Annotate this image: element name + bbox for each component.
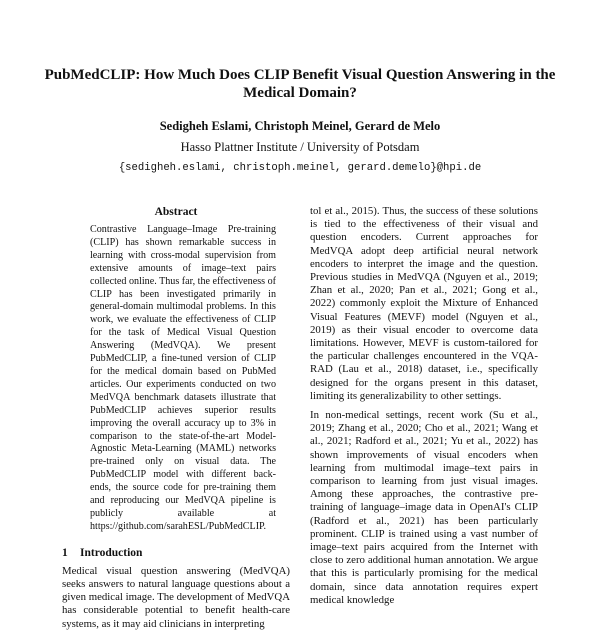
abstract-heading: Abstract <box>154 206 198 218</box>
affiliation: Hasso Plattner Institute / University of Potsdam <box>180 140 420 154</box>
right-column <box>310 205 538 607</box>
body-paragraph-1: tol et al., 2015). Thus, the success of these solutions is tied to the effectiveness of their visual and question encoders. Current approaches for MedVQA adopt deep artificial neural network encoders to interpret the image and the question. Previous studies in MedVQA (Nguyen et al., 2019; Zhan et al., 2020; Pan et al., 2021; Gong et al., 2022) commonly exploit the Mixture of Enhanced Visual Features (MEVF) model (Nguyen et al., 2019) as their visual encoder to overcome data limitations. However, MEVF is custom-tailored for the particular challenges encountered in the VQA-RAD (Lau et al., 2018) dataset, i.e., specifically designed for the organs present in this dataset, limiting its generalizability to other settings. <box>310 205 538 402</box>
section-number: 1 <box>62 546 68 559</box>
abstract-text: Contrastive Language–Image Pre-training (CLIP) has shown remarkable success in learning with cross-modal supervision from extensive amounts of image–text pairs collected online. Thus far, the effectiveness of CLIP has been investigated primarily in general-domain multimodal problems. In this work, we evaluate the effectiveness of CLIP for the task of Medical Visual Question Answering (MedVQA). We present PubMedCLIP, a fine-tuned version of CLIP for the medical domain based on PubMed articles. Our experiments conducted on two MedVQA benchmark datasets illustrate that PubMedCLIP achieves superior results improving the overall accuracy up to 3% in comparison to the state-of-the-art Model-Agnostic Meta-Learning (MAML) networks pre-trained only on visual data. The PubMedCLIP model with different back-ends, the source code for pre-training them and reproducing our MedVQA pipeline is publicly available at https://github.com/sarahESL/PubMedCLIP. <box>90 224 276 532</box>
author-list: Sedigheh Eslami, Christoph Meinel, Gerard de Melo <box>159 119 441 133</box>
intro-paragraph: Medical visual question answering (MedVQA) seeks answers to natural language questions about a given medical image. The development of MedVQA has considerable potential to benefit health-care systems, as it may aid clinicians in interpreting <box>62 564 290 630</box>
section-heading-introduction <box>62 546 290 560</box>
section-title: Introduction <box>80 546 143 559</box>
left-column <box>62 205 290 631</box>
paper-title: PubMedCLIP: How Much Does CLIP Benefit Visual Question Answering in the Medical Domain? <box>44 67 556 101</box>
author-emails: {sedigheh.eslami, christoph.meinel, gerard.demelo}@hpi.de <box>118 162 482 174</box>
body-paragraph-2: In non-medical settings, recent work (Su et al., 2019; Zhang et al., 2020; Cho et al., 2021; Wang et al., 2021; Radford et al., 2021; Yu et al., 2022) has shown improvements of visual encoders when learning from multimodal image–text pairs in comparison to learning from just visual images. Among these approaches, the contrastive pre-training of language–image data in OpenAI's CLIP (Radford et al., 2021) has been particularly prominent. CLIP is trained using a vast number of image–text pairs acquired from the Internet with close to zero additional human annotation. We argue that this is particularly promising for the medical domain, since data annotation requires expert medical knowledge <box>310 409 538 606</box>
